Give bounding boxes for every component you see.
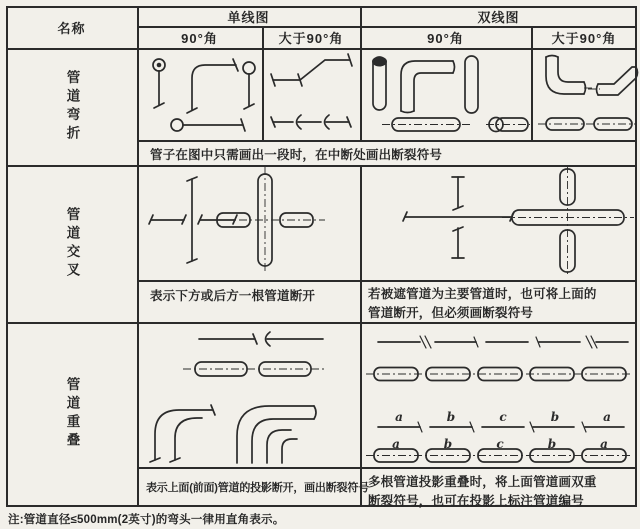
grid-line [137, 140, 637, 142]
header-single-line-label: 单线图 [227, 9, 270, 25]
angle-90-label: 90°角 [427, 30, 464, 46]
svg-text:c: c [496, 437, 504, 451]
pipe-bend-single-line-drawing [137, 48, 360, 140]
svg-text:b: b [547, 437, 557, 451]
svg-text:a: a [603, 410, 611, 424]
angle-gt90-label: 大于90°角 [278, 30, 344, 46]
svg-text:a: a [600, 437, 608, 451]
svg-text:a: a [392, 437, 400, 451]
caption-cross-right-line1: 若被遮管道为主要管道时，也可将上面的 [368, 287, 597, 301]
pipe-cross-single-double-left-drawing [137, 165, 360, 280]
header-single-90 [137, 26, 262, 48]
header-double-90 [360, 26, 531, 48]
angle-90-label: 90°角 [181, 30, 218, 46]
grid-line [137, 280, 637, 282]
svg-text:b: b [550, 410, 560, 424]
pipe-overlap-right-drawing [360, 322, 637, 467]
svg-text:c: c [499, 410, 507, 424]
caption-cross-left: 表示下方或后方一根管道断开 [150, 289, 316, 303]
caption-bend: 管子在图中只需画出一段时，在中断处画出断裂符号 [150, 148, 443, 162]
row-name-pipe-bend: 管道弯折 [64, 69, 80, 144]
svg-text:b: b [446, 410, 456, 424]
pipe-cross-single-double-right-drawing [360, 165, 637, 280]
header-single-gt90 [262, 26, 360, 48]
row-name-pipe-cross: 管道交叉 [64, 206, 80, 281]
pipe-bend-double-line-drawing [360, 48, 637, 140]
svg-text:b: b [443, 437, 453, 451]
grid-line [137, 467, 637, 469]
header-double-gt90 [531, 26, 637, 48]
header-name-label: 名称 [57, 20, 86, 36]
header-single-line [137, 6, 360, 26]
header-double-line-label: 双线图 [477, 9, 520, 25]
caption-overlap-right-line1: 多根管道投影重叠时，将上面管道画双重 [368, 475, 597, 489]
caption-overlap-right-line2: 断裂符号，也可在投影上标注管道编号 [368, 494, 584, 508]
caption-cross-right-line2: 管道断开，但必须画断裂符号 [368, 306, 534, 320]
row-name-pipe-overlap: 管道重叠 [64, 376, 80, 451]
footnote: 注:管道直径≤500mm(2英寸)的弯头一律用直角表示。 [8, 514, 285, 526]
pipe-overlap-left-drawing [137, 322, 360, 467]
header-name-col [6, 6, 137, 48]
svg-text:a: a [395, 410, 403, 424]
caption-overlap-left: 表示上面(前面)管道的投影断开，画出断裂符号 [146, 482, 369, 494]
header-double-line [360, 6, 637, 26]
angle-gt90-label: 大于90°角 [551, 30, 617, 46]
